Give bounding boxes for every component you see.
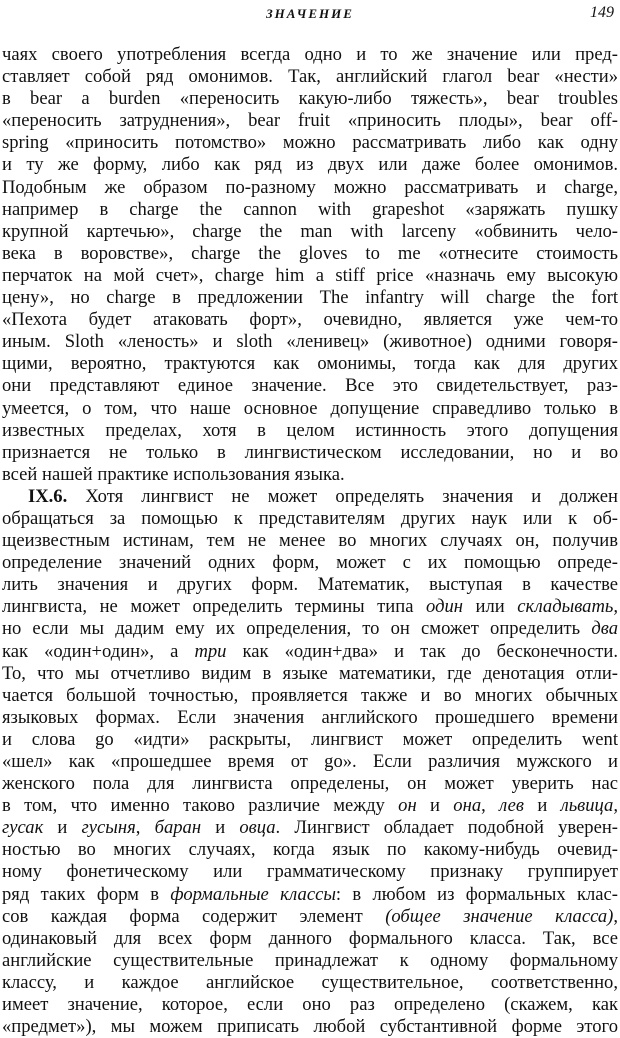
text-run: «Пехота будет атаковать форт», очевидно, является уже чем-то <box>2 309 618 331</box>
text-line <box>2 331 618 353</box>
text-run: ряд таких форм в <box>2 883 171 905</box>
text-run: и <box>201 817 240 839</box>
text-run: умеется, о том, что наше основное допущение справедливо только в <box>2 397 618 419</box>
text-run: обращаться за помощью к представителям других наук или к об- <box>2 507 618 529</box>
text-run: ному фонетическому или грамматическому признаку группирует <box>2 861 618 883</box>
text-run: признается не только в лингвистическом исследовании, но и во <box>2 441 618 463</box>
text-run: лингвиста, не может определить термины типа <box>2 596 427 618</box>
text-line <box>2 906 618 928</box>
text-run: щеизвестным истинам, тем не менее во многих случаях он, получив <box>2 530 618 552</box>
text-line <box>2 265 618 287</box>
italic-term: он <box>398 795 417 817</box>
italic-term: баран <box>154 817 202 839</box>
text-run: лить значения и других форм. Математик, выступая в качестве <box>2 574 618 596</box>
text-run: Хотя лингвист не может определять значения и должен <box>67 485 618 507</box>
text-line <box>2 420 618 442</box>
text-run: как «один+два» и так до бесконечности. <box>226 640 618 662</box>
text-line <box>2 1016 618 1038</box>
text-line <box>2 663 618 685</box>
text-run: но если мы дадим ему их определения, то он сможет определить <box>2 618 592 640</box>
text-line <box>2 861 618 883</box>
text-line <box>2 442 618 464</box>
italic-term: (общее значение класса) <box>385 905 614 927</box>
text-line <box>2 508 618 530</box>
text-line <box>2 66 618 88</box>
text-run: и ту же форму, либо как ряд из двух или даже более омонимов. <box>2 154 618 176</box>
text-line <box>2 950 618 972</box>
text-line <box>2 486 618 508</box>
text-line <box>2 110 618 132</box>
text-run: ностью во многих случаях, когда язык по какому-нибудь очевид- <box>2 839 618 861</box>
text-line <box>2 928 618 950</box>
text-run: имеет значение, которое, если оно раз определено (скажем, как <box>2 994 618 1016</box>
text-run: крупной картечью», charge the man with larceny «обвинить чело- <box>2 220 618 242</box>
text-line <box>2 309 618 331</box>
text-run: как «один+один», а <box>2 640 195 662</box>
italic-term: складывать, <box>517 596 618 618</box>
text-line <box>2 729 618 751</box>
text-line <box>2 641 618 663</box>
body-text <box>2 44 618 1038</box>
text-run: в том, что именно таково различие между <box>2 795 399 817</box>
text-run: , <box>135 817 155 839</box>
page-number: 149 <box>590 4 614 21</box>
text-run: «предмет»), мы можем приписать любой субстантивной форме этого <box>2 1016 618 1038</box>
text-run: Подобным же образом по-разному можно рассматривать и charge, <box>2 176 618 198</box>
italic-term: гусыня <box>81 817 136 839</box>
text-run: одинаковый для всех форм данного формального класса. Так, все <box>2 927 618 949</box>
italic-term: два <box>591 618 618 640</box>
text-line <box>2 795 618 817</box>
italic-term: три <box>194 640 227 662</box>
text-line <box>2 353 618 375</box>
text-line <box>2 287 618 309</box>
section-number: IX.6. <box>28 485 68 507</box>
text-run: перчаток на мой счет», charge him a stiff price «назначь ему высокую <box>2 264 618 286</box>
text-line <box>2 773 618 795</box>
text-run: и <box>524 795 561 817</box>
text-run: чаях своего употребления всегда одно и то же значение или пред- <box>2 44 618 65</box>
text-run: или <box>463 596 518 618</box>
text-run: сов каждая форма содержит элемент <box>2 905 386 927</box>
text-line <box>2 574 618 596</box>
italic-term: лев <box>499 795 524 817</box>
text-line <box>2 243 618 265</box>
text-run: и слова go «идти» раскрыты, лингвист может определить went <box>2 728 618 750</box>
italic-term: гусак <box>2 817 44 839</box>
text-run: века в воровстве», charge the gloves to me «отнесите стоимость <box>2 242 618 264</box>
text-run: spring «приносить потомство» можно рассматривать либо как одну <box>2 132 618 154</box>
text-line <box>2 552 618 574</box>
text-line <box>2 177 618 199</box>
text-run: классу, и каждое английское существительное, соответственно, <box>2 971 618 993</box>
text-run: и <box>416 795 454 817</box>
text-line <box>2 751 618 773</box>
text-line <box>2 618 618 640</box>
text-run: женского пола для лингвиста определены, он может уверить нас <box>2 773 618 795</box>
text-line <box>2 154 618 176</box>
text-line <box>2 530 618 552</box>
text-line <box>2 707 618 729</box>
text-line <box>2 596 618 618</box>
text-line <box>2 884 618 906</box>
text-run: известных пределах, хотя в целом истинность этого допущения <box>2 419 618 441</box>
text-run: цену», но charge в предложении The infantry will charge the fort <box>2 287 618 309</box>
text-run: То, что мы отчетливо видим в языке математики, где денотация отли- <box>2 662 618 684</box>
text-run: . Лингвист обладает подобной уверен- <box>275 817 618 839</box>
text-run: например в charge the cannon with grapeshot «заряжать пушку <box>2 198 618 220</box>
text-line <box>2 464 618 486</box>
text-run: , <box>481 795 500 817</box>
italic-term: львица, <box>560 795 618 817</box>
text-line <box>2 375 618 397</box>
text-run: они представляют единое значение. Все это свидетельствует, раз- <box>2 375 618 397</box>
text-line <box>2 88 618 110</box>
italic-term: овца <box>239 817 276 839</box>
text-run: : в любом из формальных клас- <box>335 883 618 905</box>
text-run: чается большой точностью, проявляется также и во многих обычных <box>2 684 618 706</box>
italic-term: формальные классы <box>170 883 336 905</box>
text-line <box>2 199 618 221</box>
text-line <box>2 132 618 154</box>
text-line <box>2 685 618 707</box>
running-header <box>0 4 620 26</box>
text-run: в bear a burden «переносить какую-либо тяжесть», bear troubles <box>2 88 618 110</box>
text-run: «шел» как «прошедшее время от go». Если различия мужского и <box>2 751 618 772</box>
text-line <box>2 221 618 243</box>
text-run: языковых формах. Если значения английского прошедшего времени <box>2 706 618 728</box>
italic-term: она <box>453 795 482 817</box>
running-title: ЗНАЧЕНИЕ <box>266 6 354 21</box>
text-line <box>2 839 618 861</box>
text-run: иным. Sloth «леность» и sloth «ленивец» (животное) одними говоря- <box>2 331 618 353</box>
italic-term: один <box>426 596 463 618</box>
text-run: всей нашей практике использования языка. <box>2 463 345 485</box>
text-run: «переносить затруднения», bear fruit «приносить плоды», bear off- <box>2 110 618 132</box>
text-run: английские существительные принадлежат к одному формальному <box>2 949 618 971</box>
text-run: ставляет собой ряд омонимов. Так, английский глагол bear «нести» <box>2 66 618 88</box>
text-line <box>2 817 618 839</box>
text-run: определение значений одних форм, может с их помощью опреде- <box>2 552 618 574</box>
text-run: , <box>613 905 618 927</box>
text-run: и <box>43 817 82 839</box>
text-line <box>2 972 618 994</box>
text-line <box>2 44 618 66</box>
text-line <box>2 994 618 1016</box>
text-line <box>2 398 618 420</box>
text-run: щими, вероятно, трактуются как омонимы, тогда как для других <box>2 353 618 375</box>
